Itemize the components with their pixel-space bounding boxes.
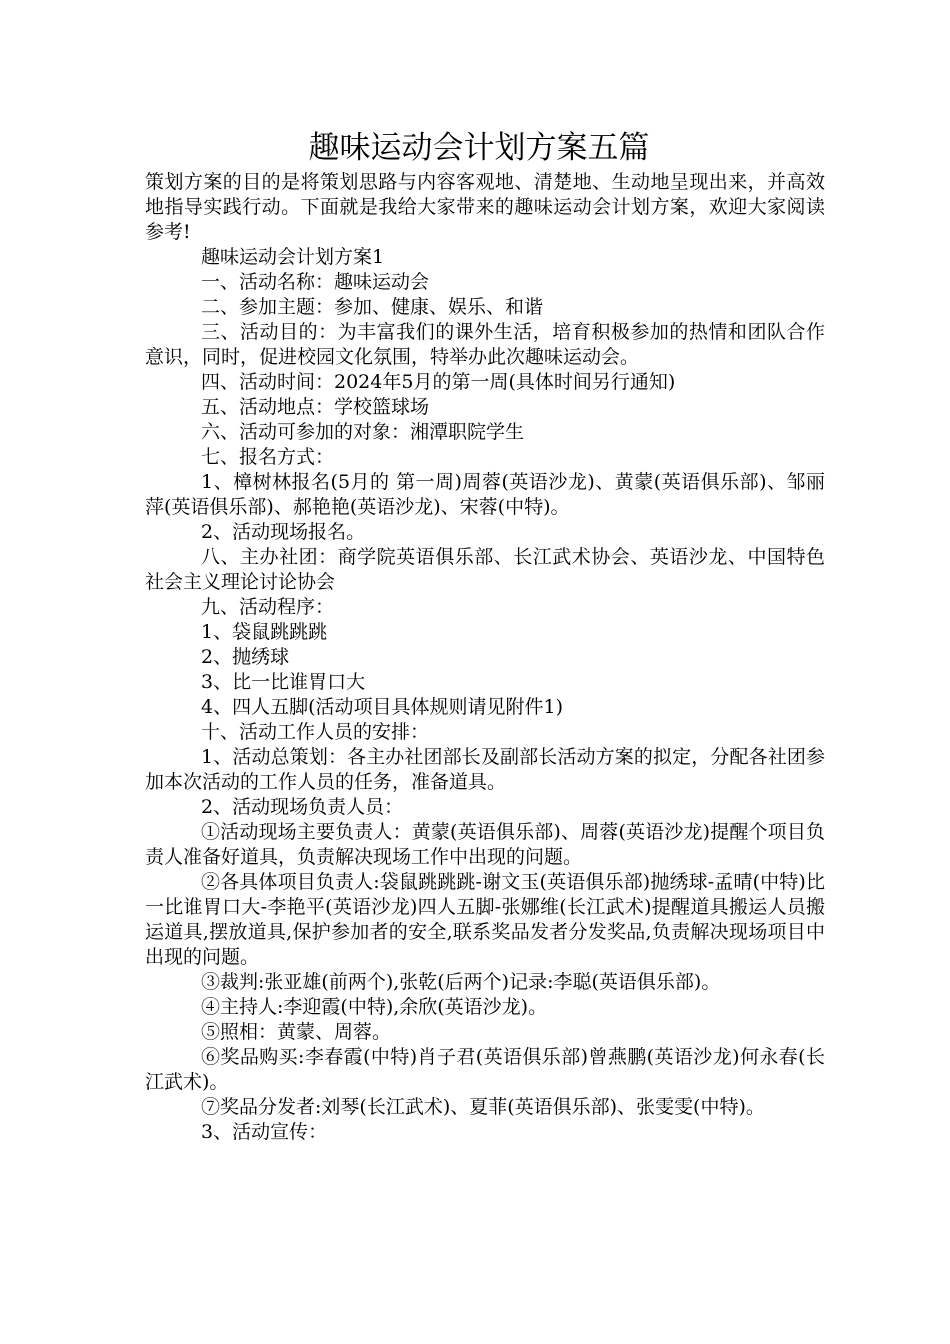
paragraph: ②各具体项目负责人:袋鼠跳跳跳-谢文玉(英语俱乐部)抛绣球-孟晴(中特)比一比谁胃口大-李艳平(英语沙龙)四人五脚-张娜维(长江武术)提醒道具搬运人员搬运道具,摆放道具,保护参加者的安全,联系奖品发者分发奖品,负责解决现场项目中出现的问题。: [145, 871, 825, 968]
plan-heading: 趣味运动会计划方案1: [201, 246, 385, 268]
intro-paragraph: 策划方案的目的是将策划思路与内容客观地、清楚地、生动地呈现出来，并高效地指导实践行动。下面就是我给大家带来的趣味运动会计划方案，欢迎大家阅读参考!: [145, 171, 825, 243]
paragraph: ③裁判:张亚雄(前两个),张乾(后两个)记录:李聪(英语俱乐部)。: [201, 971, 721, 993]
paragraph: 二、参加主题：参加、健康、娱乐、和谐: [201, 296, 544, 318]
paragraph: 七、报名方式：: [201, 446, 335, 468]
paragraph: 3、比一比谁胃口大: [201, 671, 366, 693]
paragraph: 1、樟树林报名(5月的 第一周)周蓉(英语沙龙)、黄蒙(英语俱乐部)、邹丽萍(英语俱乐部)、郝艳艳(英语沙龙)、宋蓉(中特)。: [145, 471, 825, 518]
paragraph: 4、四人五脚(活动项目具体规则请见附件1): [201, 696, 564, 718]
paragraph: 四、活动时间：2024年5月的第一周(具体时间另行通知): [201, 371, 676, 393]
paragraph: ⑤照相：黄蒙、周蓉。: [201, 1021, 392, 1043]
paragraph: 六、活动可参加的对象：湘潭职院学生: [201, 421, 525, 443]
document-title: 趣味运动会计划方案五篇: [308, 130, 650, 166]
paragraph: 九、活动程序：: [201, 596, 335, 618]
paragraph: 八、主办社团：商学院英语俱乐部、长江武术协会、英语沙龙、中国特色社会主义理论讨论协会: [145, 546, 825, 593]
paragraph: ④主持人:李迎霞(中特),余欣(英语沙龙)。: [201, 996, 548, 1018]
paragraph: 2、活动现场报名。: [201, 521, 366, 543]
paragraph: 3、活动宣传：: [201, 1121, 328, 1143]
document-body: [145, 170, 825, 1145]
paragraph: ①活动现场主要负责人：黄蒙(英语俱乐部)、周蓉(英语沙龙)提醒个项目负责人准备好道具，负责解决现场工作中出现的问题。: [145, 821, 825, 868]
paragraph: 三、活动目的：为丰富我们的课外生活，培育积极参加的热情和团队合作意识，同时，促进校园文化氛围，特举办此次趣味运动会。: [145, 321, 825, 368]
paragraph: ⑦奖品分发者:刘琴(长江武术)、夏菲(英语俱乐部)、张雯雯(中特)。: [201, 1096, 765, 1118]
paragraph: 2、活动现场负责人员：: [201, 796, 404, 818]
paragraph: 1、袋鼠跳跳跳: [201, 621, 328, 643]
paragraph: 五、活动地点：学校篮球场: [201, 396, 430, 418]
paragraph: 2、抛绣球: [201, 646, 290, 668]
paragraph: 十、活动工作人员的安排：: [201, 721, 430, 743]
paragraph: 一、活动名称：趣味运动会: [201, 271, 430, 293]
paragraph: 1、活动总策划：各主办社团部长及副部长活动方案的拟定，分配各社团参加本次活动的工作人员的任务，准备道具。: [145, 746, 825, 793]
paragraph: ⑥奖品购买:李春霞(中特)肖子君(英语俱乐部)曾燕鹏(英语沙龙)何永春(长江武术)。: [145, 1046, 825, 1093]
